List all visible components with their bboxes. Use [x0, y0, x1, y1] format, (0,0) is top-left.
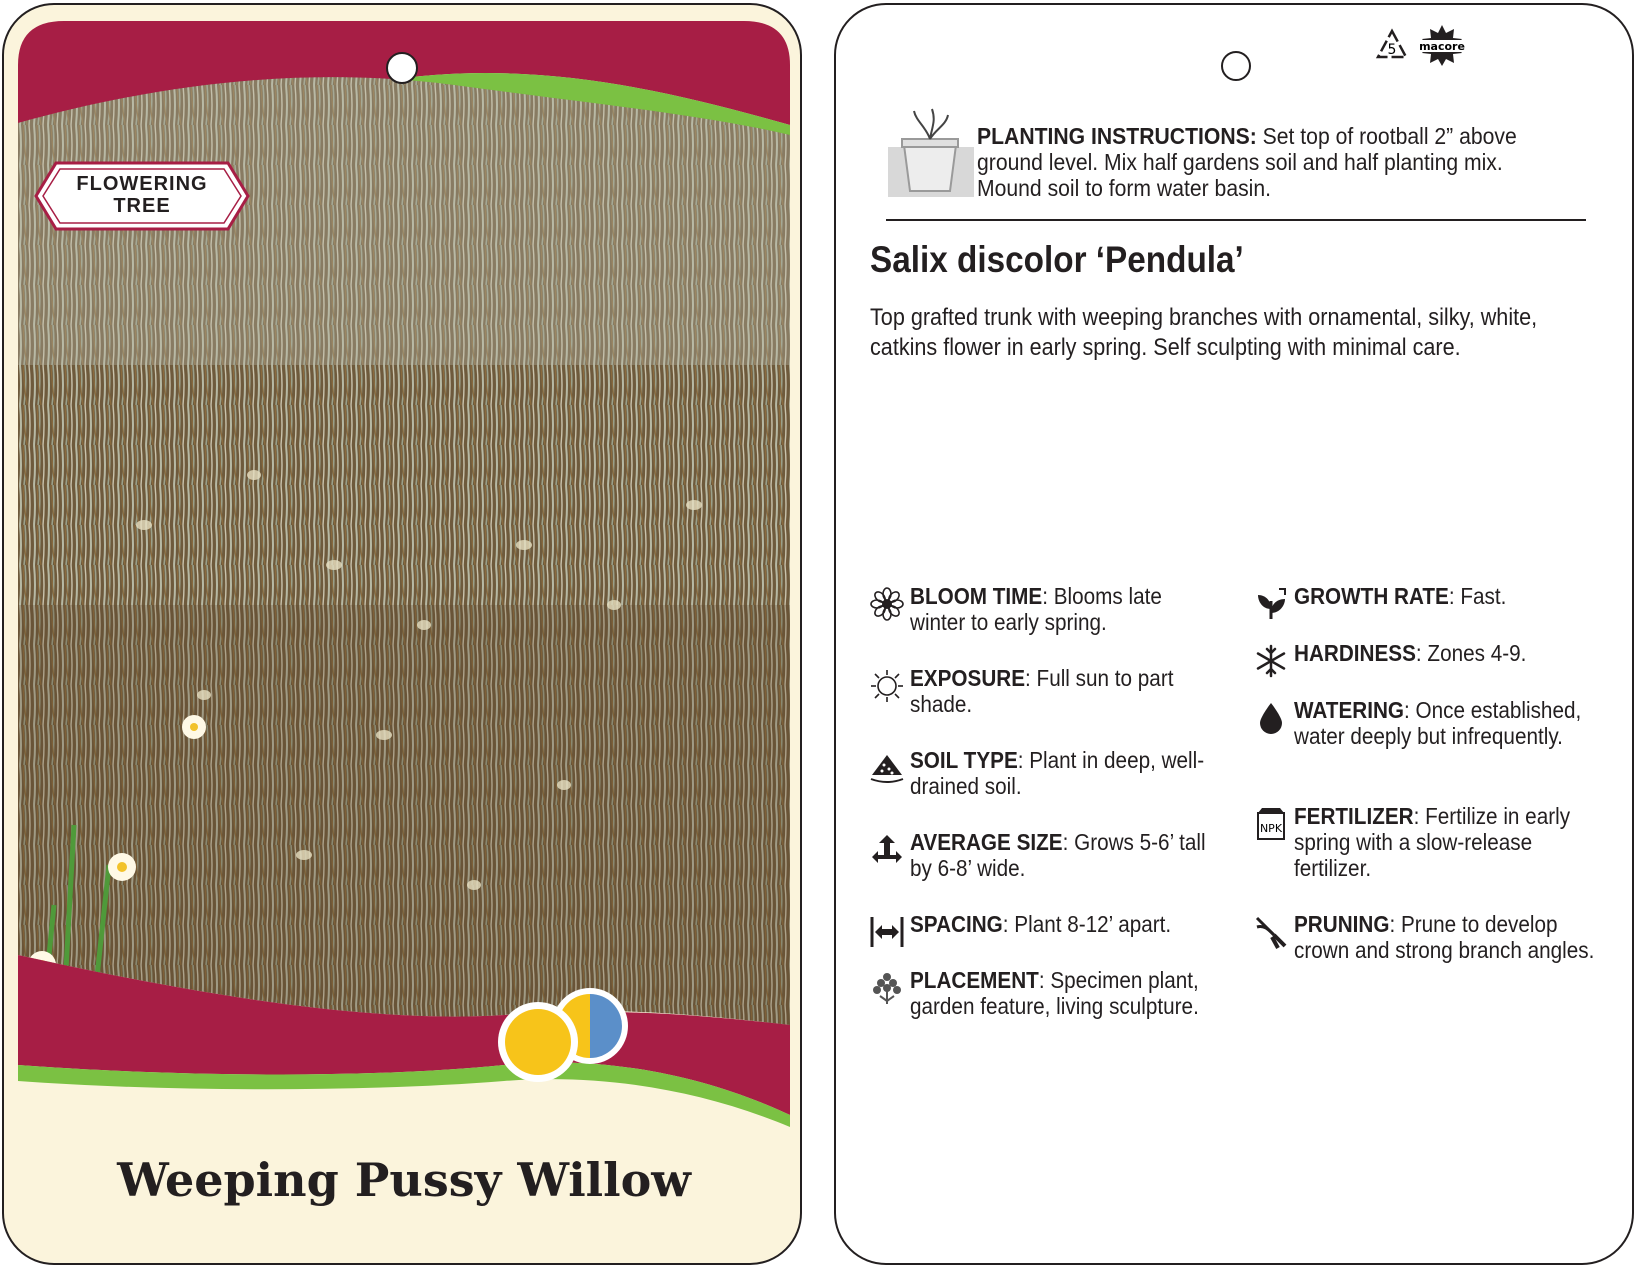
attr-value: Blooms late winter to early spring.	[910, 583, 1162, 635]
exposure-icon	[870, 669, 904, 703]
placement-icon	[870, 971, 904, 1005]
attr-value: Grows 5-6’ tall by 6-8’ wide.	[910, 829, 1206, 881]
hang-hole	[387, 53, 417, 83]
attr-label: AVERAGE SIZE	[910, 829, 1063, 855]
attr-value: Prune to develop crown and strong branch angles.	[1294, 911, 1595, 963]
attr-label: BLOOM TIME	[910, 583, 1043, 609]
spacing-icon	[870, 915, 904, 949]
macore-logo-icon	[1416, 23, 1468, 67]
back-tag: 5 macore PLANTING INSTRUCTIONS: Set top of rootball 2” above ground level. Mix half gardens soil and half planting mix. Mound soil to form water basin. Salix discolor ‘Pendula’ Top grafted trunk with weeping branches with ornamental, silky, white, catkins flower in early spring. Self sculpting with minimal care. BLOOM TIME: Blooms late winter to early spring. EXPOSURE: Full sun to part shade. SOIL TYPE: Plant in deep, well-drained soil. AVERAGE SIZE: Grows 5-6’ tall by 6-8’ wide. SPACING: Plant 8-12’ apart. PLACEMENT: Specimen plant, garden feature, living sculpture. GROWTH RATE: Fast. HARDINESS: Zones 4-9. WATERING: Once established, water deeply but infrequently. NPK FERTILIZER: Fertilize in early spring with a slow-release fertilizer. PRUNING: Prune to develop crown and strong branch angles.	[834, 3, 1634, 1265]
full-sun-icon	[498, 1002, 578, 1082]
planting-label: PLANTING INSTRUCTIONS:	[977, 123, 1257, 149]
attr-value: Zones 4-9.	[1427, 640, 1527, 666]
soil-type-icon	[870, 751, 904, 785]
pruning-icon	[1254, 915, 1288, 949]
attr-value: Plant in deep, well-drained soil.	[910, 747, 1205, 799]
bloom-time-icon	[870, 587, 904, 621]
attr-value: Plant 8-12’ apart.	[1014, 911, 1172, 937]
attr-value: Once established, water deeply but infrequently.	[1294, 697, 1582, 749]
fertilizer-icon	[1254, 807, 1288, 841]
npk-text: NPK	[1259, 822, 1283, 835]
attr-label: WATERING	[1294, 697, 1405, 723]
hang-hole	[1221, 51, 1251, 81]
planting-pot-icon	[886, 107, 976, 199]
badge-line1: FLOWERING	[76, 173, 208, 195]
attr-value: Full sun to part shade.	[910, 665, 1174, 717]
category-badge	[36, 173, 248, 217]
growth-rate-icon	[1254, 587, 1288, 621]
divider	[886, 219, 1586, 221]
macore-text: macore	[1419, 40, 1465, 53]
botanical-name: Salix discolor ‘Pendula’	[870, 239, 1244, 280]
attr-label: EXPOSURE	[910, 665, 1026, 691]
attr-label: HARDINESS	[1294, 640, 1416, 666]
attr-label: SOIL TYPE	[910, 747, 1018, 773]
recycle-icon	[1372, 27, 1412, 67]
attr-label: PRUNING	[1294, 911, 1390, 937]
attr-value: Fast.	[1460, 583, 1507, 609]
recycle-number: 5	[1387, 42, 1397, 58]
average-size-icon	[870, 833, 904, 867]
plant-name: Weeping Pussy Willow	[117, 1153, 691, 1207]
attr-label: PLACEMENT	[910, 967, 1039, 993]
plant-description: Top grafted trunk with weeping branches with ornamental, silky, white, catkins flower in early spring. Self sculpting with minimal care.	[870, 304, 1538, 361]
attr-label: SPACING	[910, 911, 1003, 937]
planting-text: Set top of rootball 2” above ground level. Mix half gardens soil and half planting mix. Mound soil to form water basin.	[977, 123, 1517, 201]
badge-line2: TREE	[113, 195, 171, 217]
attr-value: Fertilize in early spring with a slow-release fertilizer.	[1294, 803, 1571, 881]
front-tag	[2, 3, 802, 1265]
watering-icon	[1254, 701, 1288, 735]
attr-label: FERTILIZER	[1294, 803, 1414, 829]
attr-label: GROWTH RATE	[1294, 583, 1449, 609]
planting-instructions	[977, 123, 1557, 201]
attr-value: Specimen plant, garden feature, living sculpture.	[910, 967, 1199, 1019]
hardiness-icon	[1254, 644, 1288, 678]
